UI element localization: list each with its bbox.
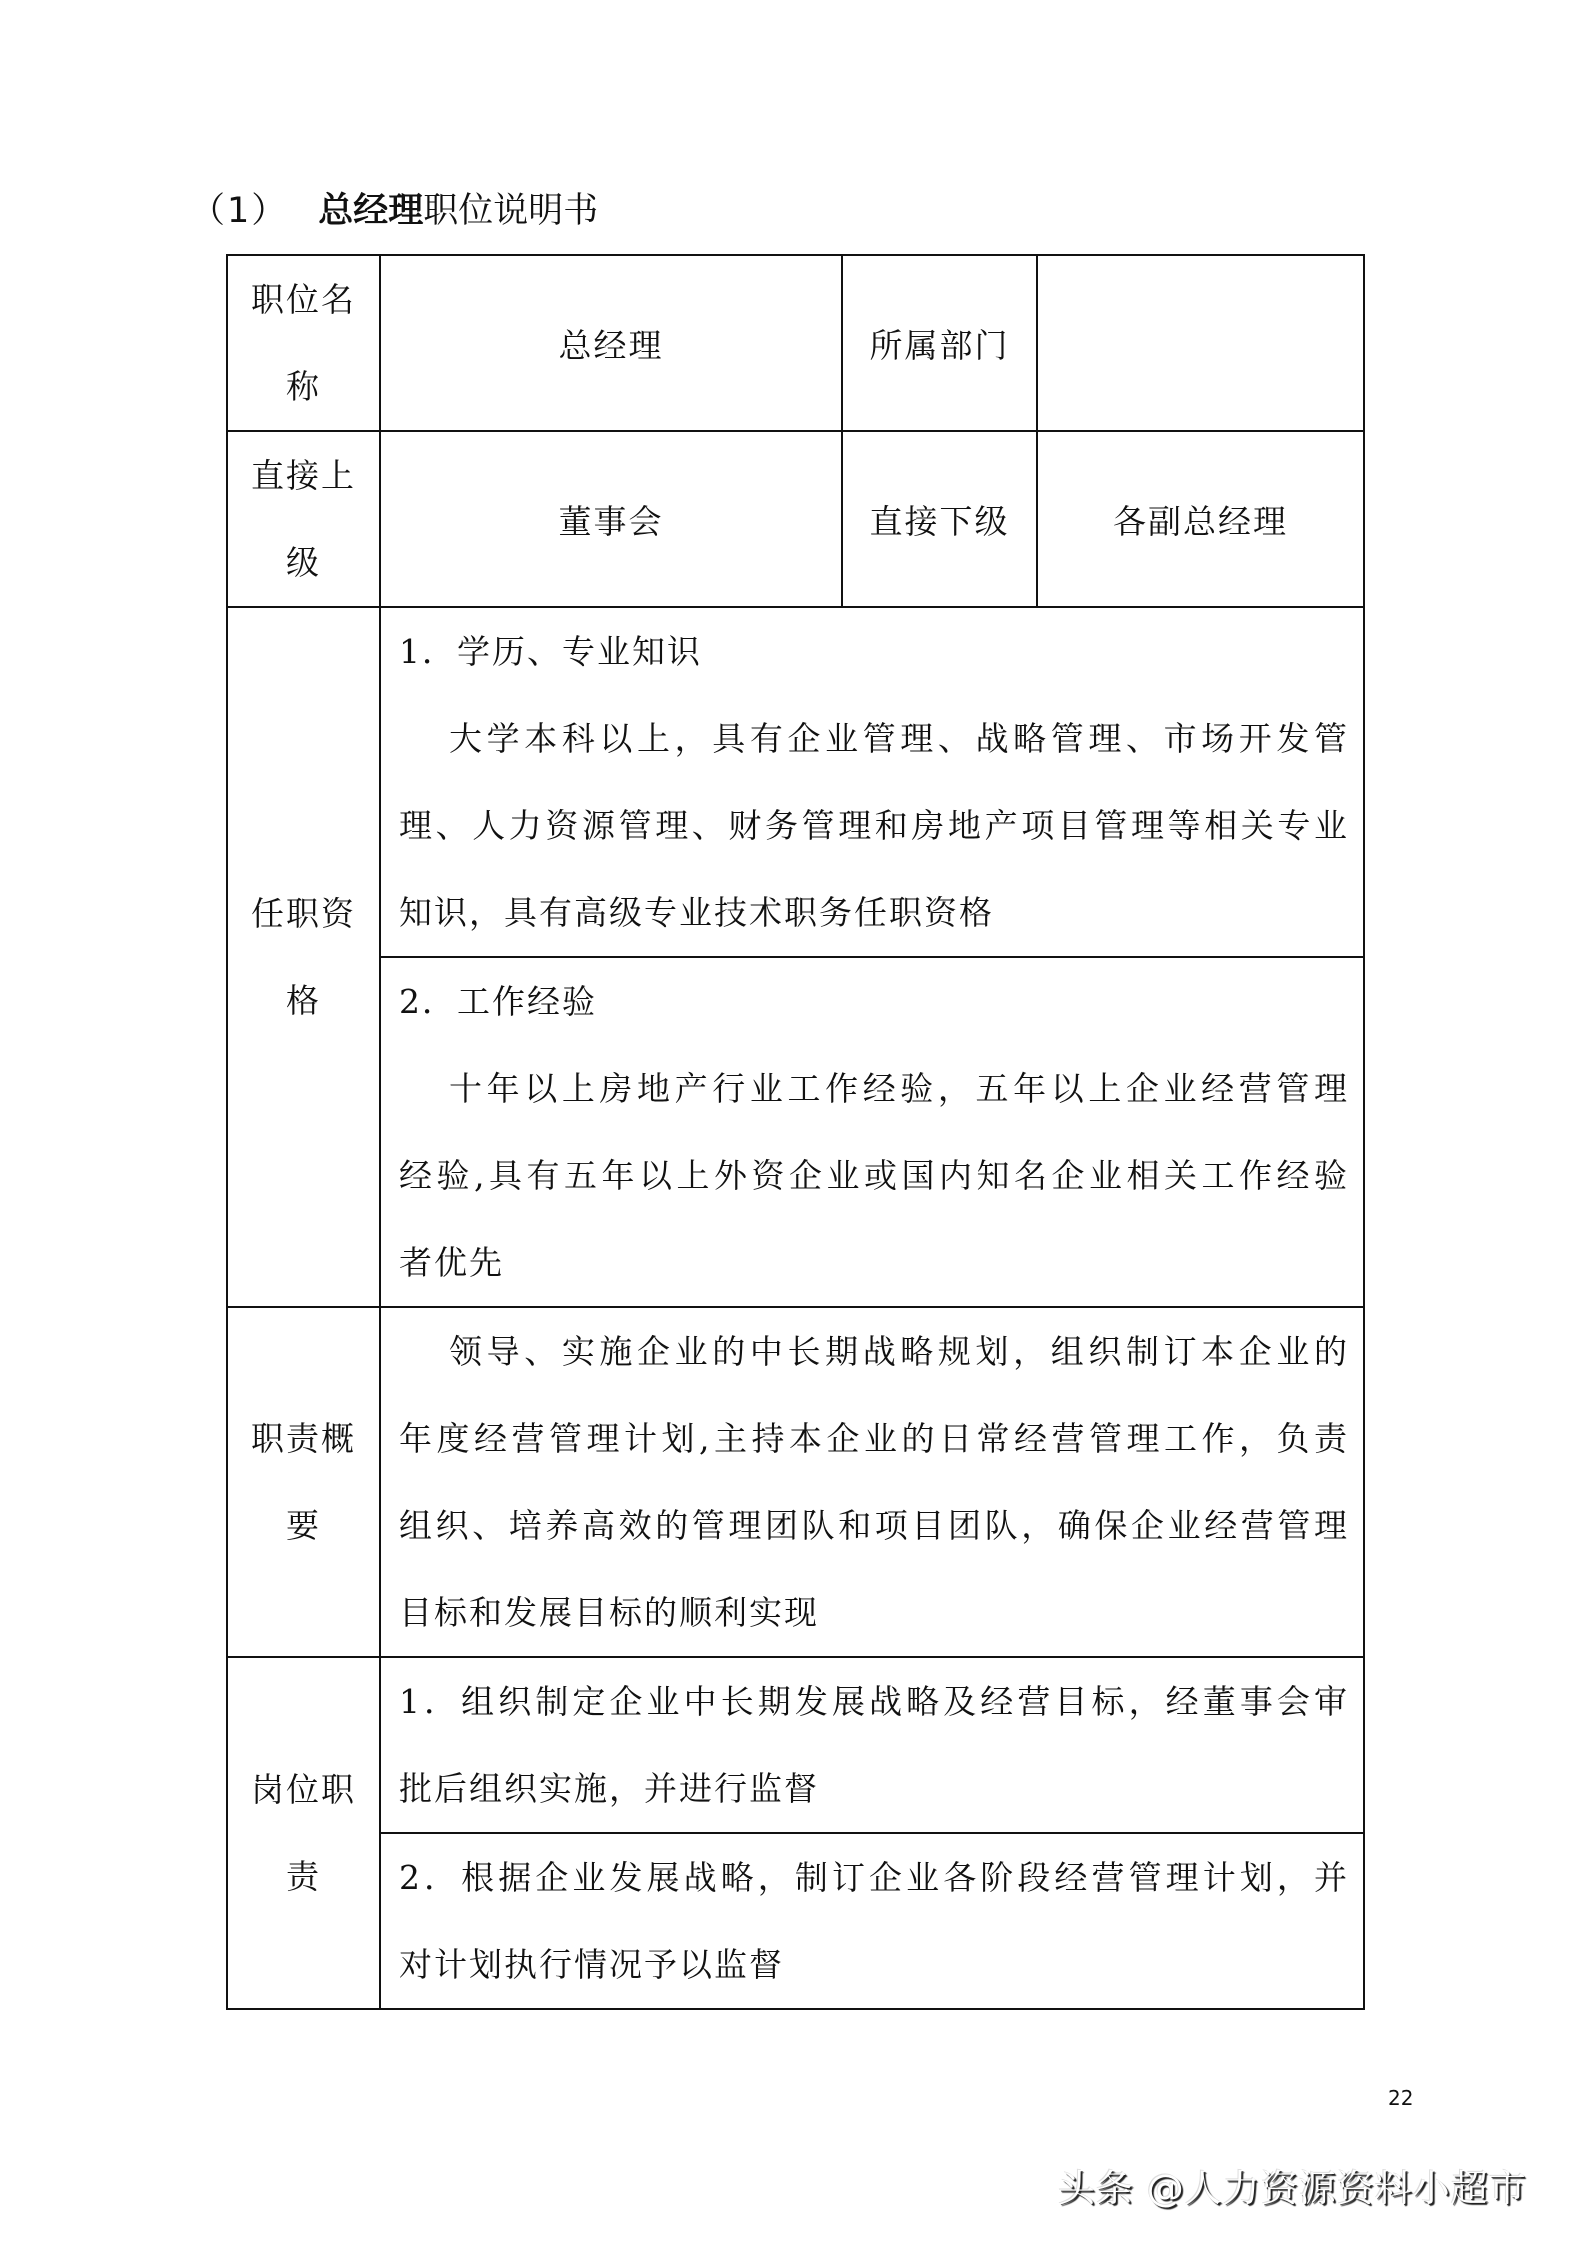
value-department	[1037, 255, 1364, 431]
row-superior	[227, 431, 1364, 607]
label-line: 直接上	[251, 456, 356, 495]
title-position-name: 总经理	[318, 191, 424, 231]
label-line: 职位名	[251, 280, 356, 319]
duty-line: 对计划执行情况予以监督	[399, 1945, 784, 1984]
responsibility-summary	[380, 1307, 1364, 1657]
page-number: 22	[1388, 2086, 1414, 2110]
label-department: 所属部门	[842, 255, 1037, 431]
qualification-heading: 1．学历、专业知识	[399, 632, 702, 671]
duty-line: 1．组织制定企业中长期发展战略及经营目标，经董事会审	[399, 1682, 1347, 1721]
value-direct-superior: 董事会	[380, 431, 842, 607]
label-line: 要	[286, 1506, 321, 1545]
qualification-line: 理、人力资源管理、财务管理和房地产项目管理等相关专业	[399, 806, 1347, 845]
label-direct-superior	[227, 431, 380, 607]
qualification-line: 知识，具有高级专业技术职务任职资格	[399, 893, 994, 932]
qualification-heading: 2．工作经验	[399, 982, 597, 1021]
row-qualifications-experience	[227, 957, 1364, 1307]
qualification-line: 者优先	[399, 1243, 504, 1282]
row-qualifications-education	[227, 607, 1364, 957]
value-position-name: 总经理	[380, 255, 842, 431]
duty-item-2	[380, 1833, 1364, 2009]
duty-line: 批后组织实施，并进行监督	[399, 1769, 819, 1808]
section-number: （1）	[190, 191, 289, 231]
duty-item-1	[380, 1657, 1364, 1833]
qualification-line: 经验,具有五年以上外资企业或国内知名企业相关工作经验	[399, 1156, 1347, 1195]
label-line: 称	[286, 367, 321, 406]
row-responsibility-summary	[227, 1307, 1364, 1657]
summary-line: 组织、培养高效的管理团队和项目团队，确保企业经营管理	[399, 1506, 1347, 1545]
watermark: 头条 @人力资源资料小超市	[1058, 2167, 1527, 2210]
qualification-education	[380, 607, 1364, 957]
label-responsibility-summary	[227, 1307, 380, 1657]
label-position-name	[227, 255, 380, 431]
label-direct-subordinate: 直接下级	[842, 431, 1037, 607]
summary-line: 领导、实施企业的中长期战略规划，组织制订本企业的	[449, 1332, 1347, 1371]
section-title	[190, 186, 598, 236]
summary-line: 目标和发展目标的顺利实现	[399, 1593, 819, 1632]
label-qualifications	[227, 607, 380, 1307]
qualification-experience	[380, 957, 1364, 1307]
label-line: 职责概	[251, 1419, 356, 1458]
label-line: 格	[286, 981, 321, 1020]
row-duties-2	[227, 1833, 1364, 2009]
label-line: 任职资	[251, 894, 356, 933]
row-position	[227, 255, 1364, 431]
row-duties-1	[227, 1657, 1364, 1833]
job-description-table	[226, 254, 1365, 2010]
label-line: 级	[286, 543, 321, 582]
title-suffix: 职位说明书	[423, 191, 599, 231]
value-direct-subordinate: 各副总经理	[1037, 431, 1364, 607]
qualification-line: 十年以上房地产行业工作经验，五年以上企业经营管理	[449, 1069, 1347, 1108]
label-job-duties	[227, 1657, 380, 2009]
qualification-line: 大学本科以上，具有企业管理、战略管理、市场开发管	[449, 719, 1347, 758]
label-line: 责	[286, 1857, 321, 1896]
summary-line: 年度经营管理计划,主持本企业的日常经营管理工作，负责	[399, 1419, 1347, 1458]
label-line: 岗位职	[251, 1770, 356, 1809]
duty-line: 2．根据企业发展战略，制订企业各阶段经营管理计划，并	[399, 1858, 1347, 1897]
